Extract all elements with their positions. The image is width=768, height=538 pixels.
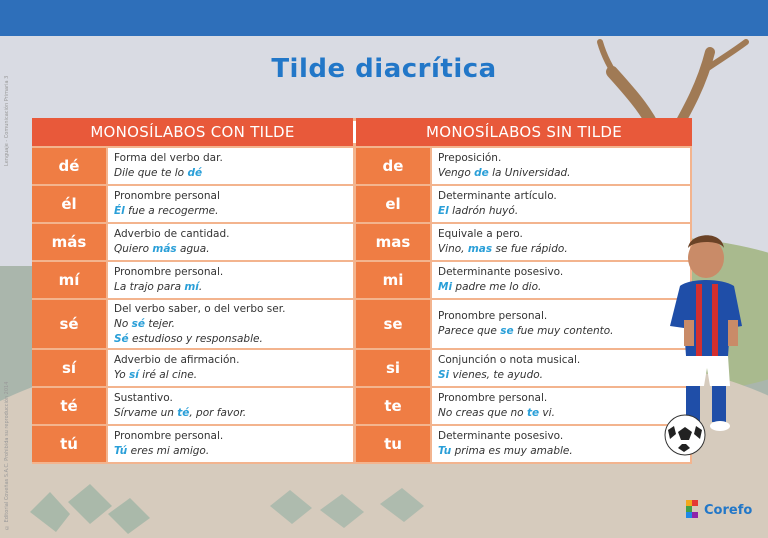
definition-line xyxy=(438,189,684,204)
example-line xyxy=(114,332,347,347)
side-credit-bottom: © Editorial Coveñas S.A.C. Prohibida su reproducción 2014 xyxy=(4,381,10,530)
corefo-logo-icon xyxy=(686,500,700,520)
right-description-cell xyxy=(432,388,690,424)
text-fragment: padre me lo dio. xyxy=(452,281,542,293)
example-line xyxy=(114,204,347,219)
text-fragment: Parece que xyxy=(438,325,501,337)
table-row xyxy=(32,224,692,260)
highlighted-word: sí xyxy=(129,369,139,381)
left-description-cell xyxy=(108,350,353,386)
left-description-cell xyxy=(108,262,353,298)
highlighted-word: mí xyxy=(184,281,199,293)
left-word-cell: más xyxy=(32,224,106,260)
side-credit-top: Lenguaje - Comunicación Primaria 3 xyxy=(4,75,10,166)
text-fragment: Pronombre personal. xyxy=(438,392,548,404)
right-description-cell xyxy=(432,426,690,462)
right-word-cell: mi xyxy=(356,262,430,298)
left-description-cell xyxy=(108,388,353,424)
text-fragment: La trajo para xyxy=(114,281,185,293)
example-line xyxy=(438,444,684,459)
table-row xyxy=(32,350,692,386)
right-description-cell xyxy=(432,186,690,222)
table-row xyxy=(32,388,692,424)
text-fragment: ladrón huyó. xyxy=(448,205,519,217)
header-without-accent: MONOSÍLABOS SIN TILDE xyxy=(356,118,692,146)
definition-line xyxy=(114,151,347,166)
text-fragment: Determinante artículo. xyxy=(438,190,557,202)
example-line xyxy=(438,280,684,295)
example-line xyxy=(114,242,347,257)
text-fragment: Del verbo saber, o del verbo ser. xyxy=(114,302,286,315)
soccer-ball-icon xyxy=(664,414,706,456)
right-word-cell: tu xyxy=(356,426,430,462)
left-word-cell: sé xyxy=(32,300,106,348)
left-word-cell: dé xyxy=(32,148,106,184)
left-word-cell: mí xyxy=(32,262,106,298)
page-title: Tilde diacrítica xyxy=(271,54,497,84)
text-fragment: se fue rápido. xyxy=(492,243,568,255)
bush-center xyxy=(260,476,460,536)
right-word-cell: de xyxy=(356,148,430,184)
definition-line xyxy=(114,227,347,242)
example-line xyxy=(438,324,684,339)
right-description-cell xyxy=(432,350,690,386)
right-word-cell: si xyxy=(356,350,430,386)
right-description-cell xyxy=(432,224,690,260)
text-fragment: agua. xyxy=(176,243,210,255)
text-fragment: la Universidad. xyxy=(488,167,571,179)
text-fragment: fue muy contento. xyxy=(513,325,614,337)
highlighted-word: Mi xyxy=(438,281,453,293)
definition-line xyxy=(438,151,684,166)
left-description-cell xyxy=(108,148,353,184)
text-fragment: Determinante posesivo. xyxy=(438,266,564,278)
text-fragment: Vino, xyxy=(438,243,468,255)
monosyllables-table xyxy=(32,118,692,464)
right-description-cell xyxy=(432,300,690,348)
right-description-cell xyxy=(432,262,690,298)
text-fragment: Vengo xyxy=(438,167,475,179)
top-bar xyxy=(0,0,768,36)
example-line xyxy=(438,406,684,421)
text-fragment: estudioso y responsable. xyxy=(128,332,263,345)
highlighted-word: Él xyxy=(114,205,125,217)
right-word-cell: se xyxy=(356,300,430,348)
text-fragment: Sustantivo. xyxy=(114,392,173,404)
definition-line xyxy=(438,265,684,280)
text-fragment: prima es muy amable. xyxy=(451,445,573,457)
highlighted-word: Tú xyxy=(114,445,128,457)
text-fragment: fue a recogerme. xyxy=(124,205,219,217)
example-line xyxy=(114,166,347,181)
example-line xyxy=(114,368,347,383)
table-row xyxy=(32,262,692,298)
definition-line xyxy=(438,309,684,324)
table-row xyxy=(32,186,692,222)
example-line xyxy=(438,166,684,181)
definition-line xyxy=(114,353,347,368)
example-line xyxy=(438,368,684,383)
definition-line xyxy=(438,391,684,406)
example-line xyxy=(114,406,347,421)
text-fragment: Conjunción o nota musical. xyxy=(438,354,581,366)
example-line xyxy=(114,317,347,332)
text-fragment: Pronombre personal. xyxy=(114,266,224,278)
text-fragment: Quiero xyxy=(114,243,153,255)
table-row xyxy=(32,426,692,462)
example-line xyxy=(114,280,347,295)
definition-line xyxy=(114,391,347,406)
highlighted-word: Tu xyxy=(438,445,452,457)
highlighted-word: te xyxy=(526,407,540,419)
highlighted-word: se xyxy=(500,325,514,337)
text-fragment: , por favor. xyxy=(189,407,247,419)
text-fragment: . xyxy=(198,281,203,293)
example-line xyxy=(114,444,347,459)
text-fragment: Pronombre personal xyxy=(114,190,220,202)
text-fragment: Forma del verbo dar. xyxy=(114,152,223,164)
definition-line xyxy=(114,265,347,280)
highlighted-word: de xyxy=(474,167,489,179)
highlighted-word: sé xyxy=(131,317,145,330)
left-description-cell xyxy=(108,426,353,462)
table-row xyxy=(32,300,692,348)
text-fragment: vienes, te ayudo. xyxy=(449,369,544,381)
right-description-cell xyxy=(432,148,690,184)
text-fragment: Determinante posesivo. xyxy=(438,430,564,442)
example-line xyxy=(438,242,684,257)
text-fragment: Dile que te lo xyxy=(114,167,188,179)
highlighted-word: El xyxy=(438,205,449,217)
text-fragment: Pronombre personal. xyxy=(114,430,224,442)
text-fragment: Yo xyxy=(114,369,130,381)
text-fragment: vi. xyxy=(539,407,555,419)
highlighted-word: mas xyxy=(467,243,493,255)
table-row xyxy=(32,148,692,184)
corefo-logo-text: Corefo xyxy=(704,502,753,518)
highlighted-word: té xyxy=(177,407,190,419)
text-fragment: Sírvame un xyxy=(114,407,178,419)
definition-line xyxy=(114,429,347,444)
text-fragment: tejer. xyxy=(145,317,175,330)
definition-line xyxy=(438,227,684,242)
text-fragment: Preposición. xyxy=(438,152,502,164)
text-fragment: No creas que no xyxy=(438,407,527,419)
highlighted-word: dé xyxy=(187,167,203,179)
corefo-logo xyxy=(686,500,752,520)
highlighted-word: Si xyxy=(438,369,450,381)
left-word-cell: él xyxy=(32,186,106,222)
definition-line xyxy=(438,429,684,444)
header-with-accent: MONOSÍLABOS CON TILDE xyxy=(32,118,353,146)
text-fragment: Adverbio de afirmación. xyxy=(114,354,240,366)
bush-left xyxy=(20,472,160,538)
left-description-cell xyxy=(108,300,353,348)
left-description-cell xyxy=(108,224,353,260)
text-fragment: Pronombre personal. xyxy=(438,310,548,322)
highlighted-word: Sé xyxy=(114,332,129,345)
text-fragment: eres mi amigo. xyxy=(127,445,210,457)
highlighted-word: más xyxy=(152,243,177,255)
left-word-cell: tú xyxy=(32,426,106,462)
text-fragment: Equivale a pero. xyxy=(438,228,523,240)
definition-line xyxy=(114,302,347,317)
text-fragment: iré al cine. xyxy=(138,369,198,381)
right-word-cell: te xyxy=(356,388,430,424)
right-word-cell: el xyxy=(356,186,430,222)
left-word-cell: sí xyxy=(32,350,106,386)
definition-line xyxy=(114,189,347,204)
definition-line xyxy=(438,353,684,368)
left-word-cell: té xyxy=(32,388,106,424)
example-line xyxy=(438,204,684,219)
right-word-cell: mas xyxy=(356,224,430,260)
text-fragment: Adverbio de cantidad. xyxy=(114,228,230,240)
text-fragment: No xyxy=(114,317,132,330)
left-description-cell xyxy=(108,186,353,222)
